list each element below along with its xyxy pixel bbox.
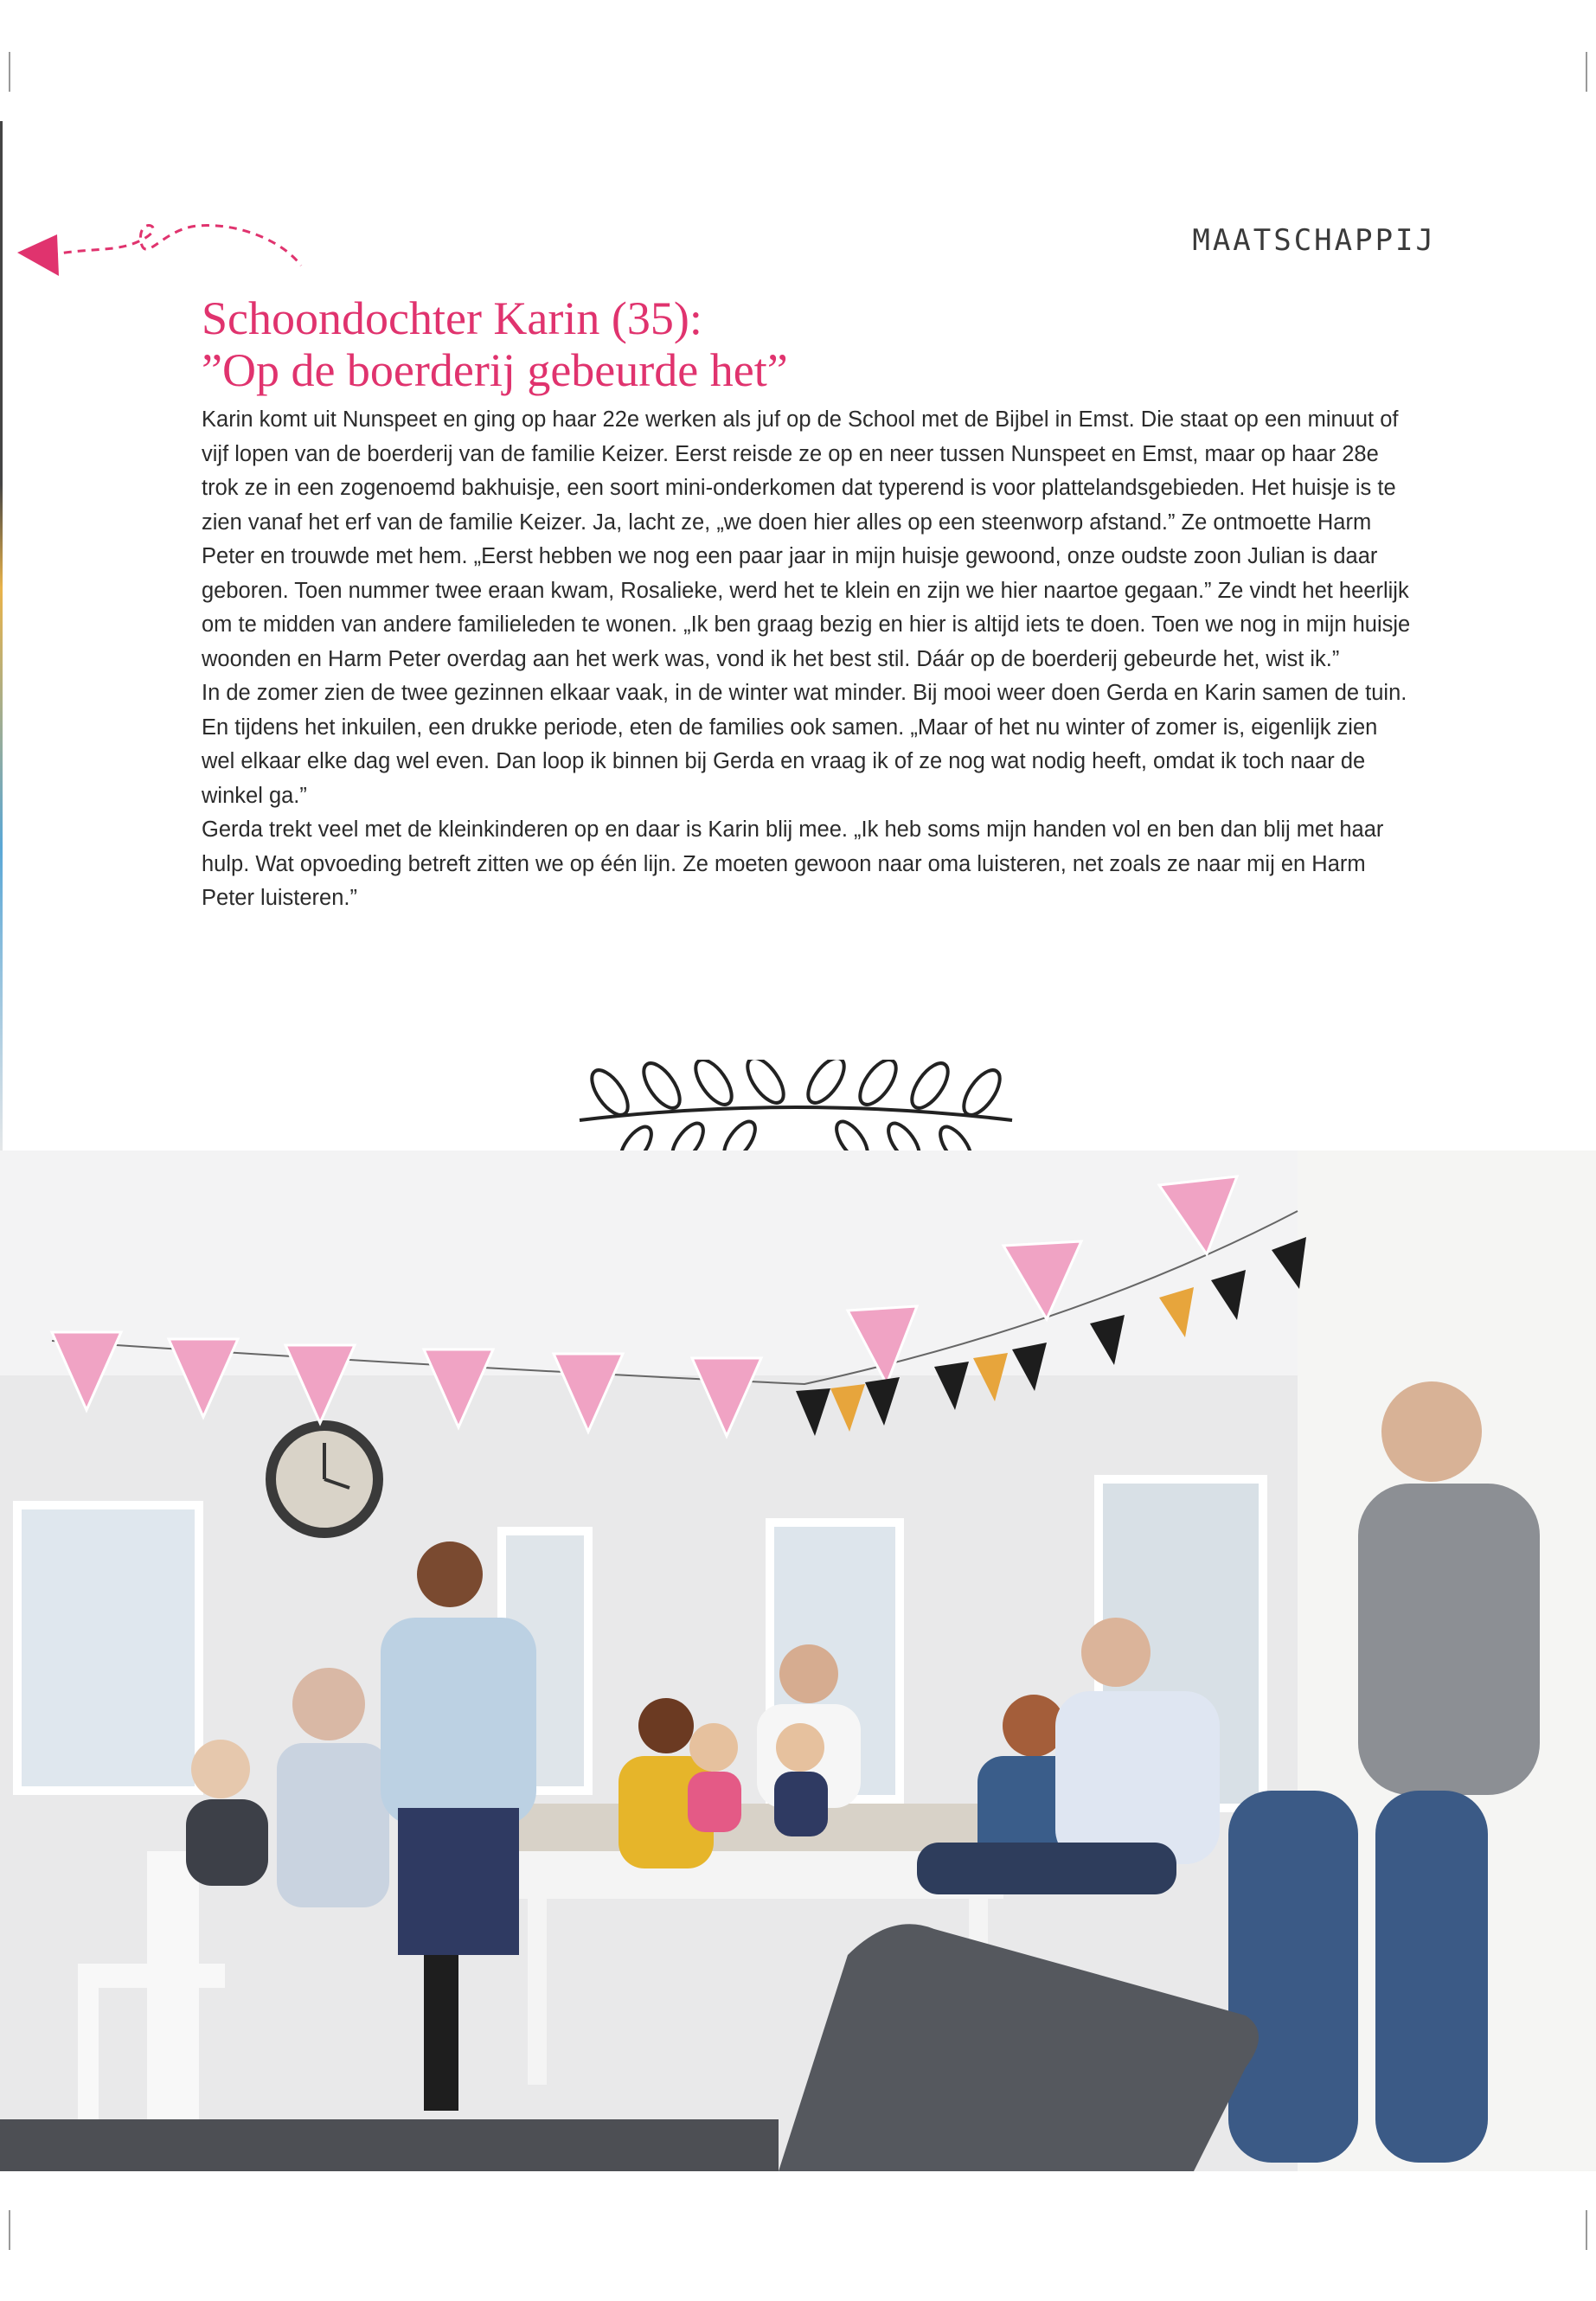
article-body — [202, 403, 1413, 916]
section-label: MAATSCHAPPIJ — [1192, 223, 1436, 258]
dashed-arrow-icon — [16, 212, 310, 281]
crop-mark-bottom-right — [1586, 2210, 1587, 2250]
paragraph: Gerda trekt veel met de kleinkinderen op en daar is Karin blij mee. „Ik heb soms mijn handen vol en ben dan blij met haar hulp. Wat opvoeding betreft zitten we op één lijn. Ze moeten gewoon naar oma luisteren, net zoals ze naar mij en Harm Peter luisteren.” — [202, 817, 1384, 910]
headline-line-2: ”Op de boerderij gebeurde het” — [202, 344, 788, 396]
headline — [202, 292, 788, 396]
page-edge-strip — [0, 121, 3, 1159]
family-photo — [0, 1150, 1596, 2171]
crop-mark-bottom-left — [9, 2210, 10, 2250]
paragraph: In de zomer zien de twee gezinnen elkaar vaak, in de winter wat minder. Bij mooi weer doen Gerda en Karin samen de tuin. En tijdens het inkuilen, een drukke periode, eten de families ook samen. „Maar of het nu winter of zomer is, eigenlijk zien wel elkaar elke dag wel even. Dan loop ik binnen bij Gerda en vraag ik of ze nog wat nodig heeft, omdat ik toch naar de winkel ga.” — [202, 681, 1407, 808]
crop-mark-top-right — [1586, 52, 1587, 92]
crop-mark-top-left — [9, 52, 10, 92]
headline-line-1: Schoondochter Karin (35): — [202, 292, 702, 344]
paragraph: Karin komt uit Nunspeet en ging op haar 22e werken als juf op de School met de Bijbel in Emst. Die staat op een minuut of vijf lopen van de boerderij van de familie Keizer. Eerst reisde ze op en neer tussen Nunspeet en Emst, maar op haar 28e trok ze in een zogenoemd bakhuisje, een soort mini-onderkomen dat typerend is voor plattelandsgebieden. Het huisje is te zien vanaf het erf van de familie Keizer. Ja, lacht ze, „we doen hier alles op een steenworp afstand.” Ze ontmoette Harm Peter en trouwde met hem. „Eerst hebben we nog een paar jaar in mijn huisje gewoond, onze oudste zoon Julian is daar geboren. Toen nummer twee eraan kwam, Rosalieke, werd het te klein en zijn we hier naartoe gegaan.” Ze vindt het heerlijk om te midden van andere familieleden te wonen. „Ik ben graag bezig en hier is altijd iets te doen. Toen we nog in mijn huisje woonden en Harm Peter overdag aan het werk was, vond ik het best stil. Dáár op de boerderij gebeurde het, wist ik.” — [202, 407, 1411, 671]
